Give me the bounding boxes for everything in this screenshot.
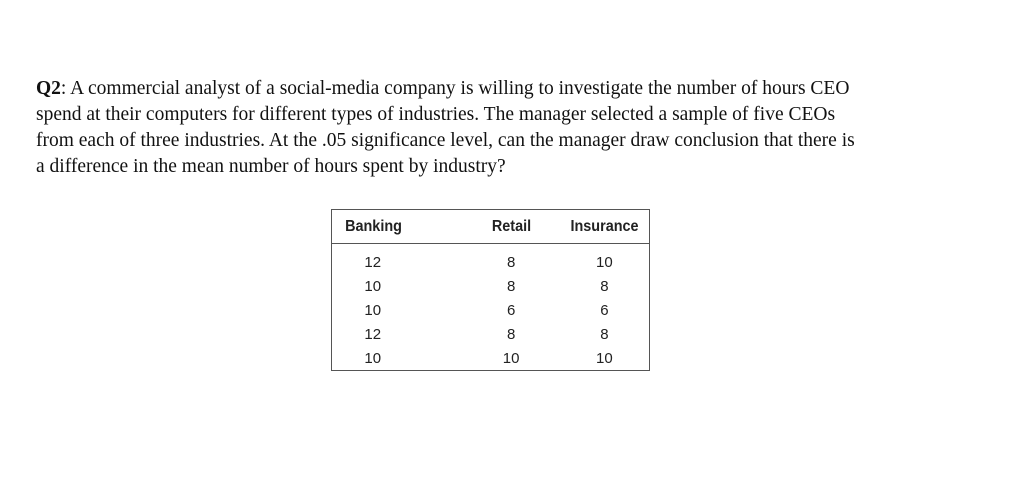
cell-retail: 8: [506, 253, 516, 271]
cell-banking: 12: [364, 253, 382, 271]
cell-insurance: 10: [596, 349, 613, 367]
question-line-2: spend at their computers for different types of industries. The manager selected a sample of five CEOs: [36, 104, 836, 125]
header-banking: Banking: [345, 217, 402, 235]
header-insurance: Insurance: [570, 217, 639, 235]
table-row: [332, 298, 649, 322]
cell-retail: 6: [506, 301, 516, 319]
cell-insurance: 10: [596, 253, 613, 271]
hours-data-table: [331, 209, 650, 371]
question-label: Q2: [36, 78, 61, 99]
question-line-1: [36, 76, 996, 102]
table-row: [332, 274, 649, 298]
cell-insurance: 6: [600, 301, 609, 319]
question-line-1-text: : A commercial analyst of a social-media company is willing to investigate the number of hours CEO: [60, 78, 850, 99]
table-row: [332, 250, 649, 274]
table-row: [332, 346, 649, 370]
cell-insurance: 8: [600, 325, 609, 343]
cell-banking: 10: [364, 301, 382, 319]
cell-banking: 12: [364, 325, 382, 343]
table-body: [332, 244, 649, 370]
cell-banking: 10: [364, 277, 382, 295]
cell-insurance: 8: [600, 277, 609, 295]
cell-retail: 8: [506, 277, 516, 295]
cell-retail: 8: [506, 325, 516, 343]
table-row: [332, 322, 649, 346]
table-header: [332, 210, 649, 244]
cell-retail: 10: [502, 349, 520, 367]
header-retail: Retail: [491, 217, 532, 235]
question-line-3: from each of three industries. At the .05 significance level, can the manager draw conclusion that there is: [36, 130, 855, 151]
question-line-4: a difference in the mean number of hours spent by industry?: [36, 156, 506, 177]
cell-banking: 10: [364, 349, 382, 367]
question-text: [36, 76, 996, 180]
